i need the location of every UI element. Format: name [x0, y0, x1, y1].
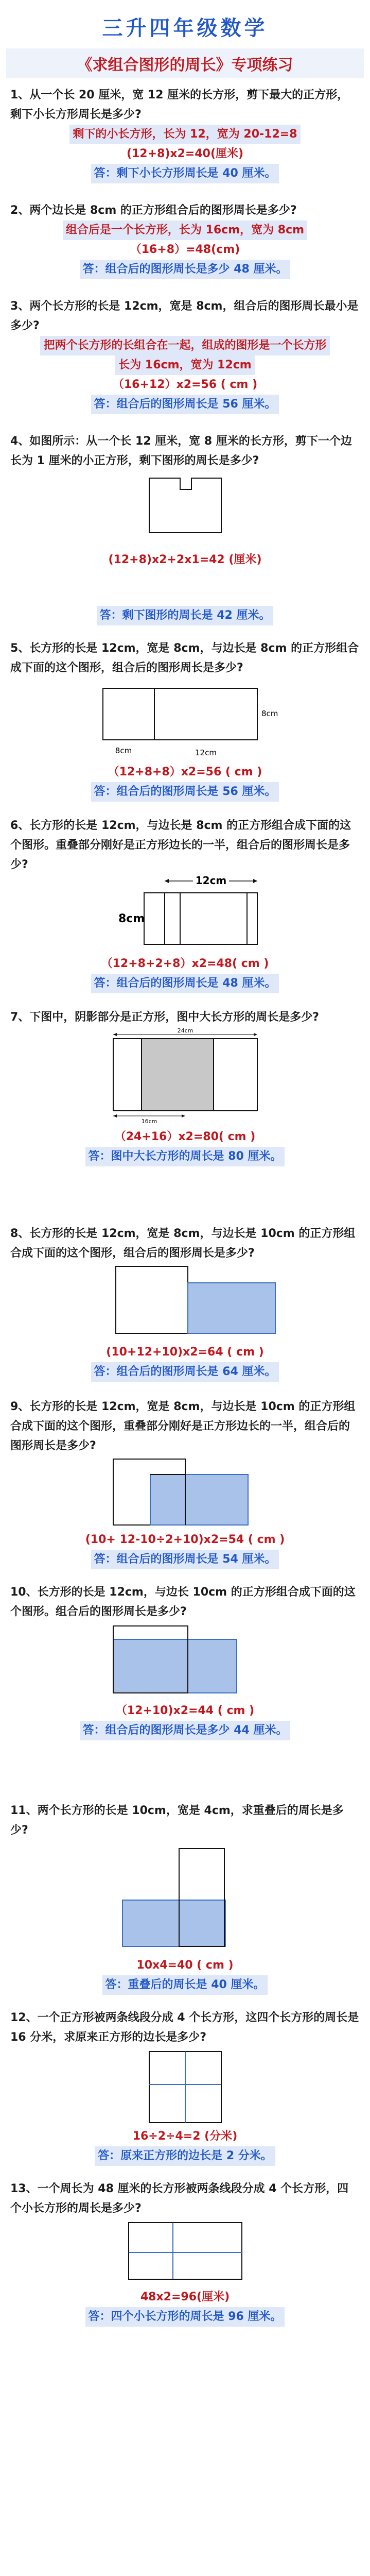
solution-formula: (12+8)x2+2x1=42 (厘米) — [108, 553, 262, 566]
answer-line: 答：剩下小长方形周长是 40 厘米。 — [91, 164, 279, 183]
problem-question: 9、长方形的长是 12cm，宽是 8cm，与边长是 10cm 的正方形组合成下面的这个图形，重叠部分刚好是正方形边长的一半，组合后的图形周长是多少? — [10, 1400, 356, 1452]
problem-question: 8、长方形的长是 12cm，宽是 8cm，与边长是 10cm 的正方形组合成下面的这个图形，组合后的图形周长是多少? — [10, 1227, 356, 1260]
answer-line: 答：图中大长方形的周长是 80 厘米。 — [85, 1147, 285, 1166]
answer-line: 答：组合后的图形周长是多少 48 厘米。 — [80, 260, 291, 279]
figure-divided-square — [10, 2047, 360, 2125]
label-top: 12cm — [195, 875, 227, 887]
answer-line: 答：组合后的图形周长是 54 厘米。 — [91, 1550, 279, 1569]
figure-square-rect-adjacent — [10, 1263, 360, 1341]
problem-question: 4、如图所示：从一个长 12 厘米，宽 8 厘米的长方形，剪下一个边长为 1 厘米的小正方形，剩下图形的周长是多少? — [10, 435, 352, 467]
solution-step: 长为 16cm，宽为 12cm — [115, 355, 254, 375]
solution-step: 剩下的小长方形，长为 12，宽为 20-12=8 — [69, 125, 300, 144]
figure-cross-rectangles — [10, 1840, 360, 1954]
answer-line: 答：组合后的图形周长是 56 厘米。 — [91, 395, 279, 414]
solution-formula: （12+8+8）x2=56 ( cm ) — [108, 766, 262, 778]
label-side: 8cm — [118, 912, 145, 925]
solution-formula: （16+12）x2=56 ( cm ) — [112, 378, 258, 391]
figure-shaded-square — [10, 1027, 360, 1125]
figure-square-rect-overlap — [10, 1456, 360, 1528]
problem-question: 7、下图中，阴影部分是正方形，图中大长方形的周长是多少? — [10, 1011, 320, 1024]
figure-notched-rectangle — [10, 471, 360, 548]
problem-12 — [0, 2008, 370, 2166]
label-bottom: 16cm — [141, 1118, 157, 1125]
figure-square-in-rect — [10, 1622, 360, 1699]
problem-question: 13、一个周长为 48 厘米的长方形被两条线段分成 4 个长方形，四个小长方形的周长是多少? — [10, 2182, 349, 2215]
problem-5 — [0, 639, 370, 802]
problem-1 — [0, 86, 370, 183]
answer-line: 答：原来正方形的边长是 2 分米。 — [95, 2146, 275, 2166]
answer-line: 答：剩下图形的周长是 42 厘米。 — [97, 606, 274, 625]
answer-line: 答：四个小长方形的周长是 96 厘米。 — [85, 2307, 285, 2327]
problem-question: 10、长方形的长是 12cm，与边长 10cm 的正方形组合成下面的这个图形。组合后的图形周长是多少? — [10, 1586, 356, 1618]
solution-formula: 16÷2÷4=2 (分米) — [132, 2130, 238, 2143]
label-top: 24cm — [177, 1027, 193, 1034]
solution-formula: （24+16）x2=80( cm ) — [114, 1130, 256, 1143]
answer-line: 答：重叠后的周长是 40 厘米。 — [102, 1975, 268, 1995]
problem-2 — [0, 201, 370, 279]
figure-overlap-rect-square — [10, 875, 360, 952]
problem-10 — [0, 1583, 370, 1740]
answer-line: 答：组合后的图形周长是 48 厘米。 — [91, 974, 279, 993]
solution-formula: (12+8)x2=40(厘米) — [126, 147, 244, 160]
problem-question: 1、从一个长 20 厘米，宽 12 厘米的长方形，剪下最大的正方形，剩下小长方形周长是多少? — [10, 89, 349, 121]
problem-question: 5、长方形的长是 12cm，宽是 8cm，与边长是 8cm 的正方形组合成下面的这个图形，组合后的图形周长是多少? — [10, 642, 359, 674]
problem-11 — [0, 1801, 370, 1995]
solution-formula: 10x4=40 ( cm ) — [136, 1959, 234, 1972]
solution-formula: 48x2=96(厘米) — [140, 2291, 230, 2303]
label-height: 8cm — [261, 709, 278, 718]
problem-question: 12、一个正方形被两条线段分成 4 个长方形，这四个长方形的周长是 16 分米，求原来正方形的边长是多少? — [10, 2011, 359, 2044]
problem-13 — [0, 2179, 370, 2327]
problem-7 — [0, 1008, 370, 1166]
problem-question: 3、两个长方形的长是 12cm，宽是 8cm，组合后的图形周长最小是多少? — [10, 300, 359, 332]
label-square-width: 8cm — [115, 746, 132, 755]
problem-question: 2、两个边长是 8cm 的正方形组合后的图形周长是多少? — [10, 204, 297, 217]
problem-3 — [0, 297, 370, 414]
page-title: 三升四年级数学 — [102, 16, 268, 40]
problem-question: 11、两个长方形的长是 10cm，宽是 4cm，求重叠后的周长是多少? — [10, 1804, 344, 1837]
solution-formula: (10+12+10)x2=64 ( cm ) — [106, 1346, 264, 1359]
solution-formula: (10+ 12-10÷2+10)x2=54 ( cm ) — [85, 1533, 285, 1546]
solution-formula: （16+8）=48(cm) — [130, 243, 240, 256]
answer-line: 答：组合后的图形周长是多少 44 厘米。 — [80, 1721, 291, 1740]
problem-question: 6、长方形的长是 12cm，与边长是 8cm 的正方形组合成下面的这个图形。重叠部分刚好是正方形边长的一半，组合后的图形周长是多少? — [10, 819, 351, 871]
answer-line: 答：组合后的图形周长是 64 厘米。 — [91, 1362, 279, 1382]
problem-9 — [0, 1397, 370, 1569]
problem-6 — [0, 816, 370, 993]
solution-formula: （12+8+2+8）x2=48( cm ) — [101, 957, 269, 970]
subtitle: 《求组合图形的周长》专项练习 — [77, 56, 293, 74]
figure-divided-rectangle — [10, 2218, 360, 2285]
solution-formula: （12+10)x2=44 ( cm ) — [115, 1704, 255, 1717]
solution-step: 把两个长方形的长组合在一起，组成的图形是一个长方形 — [40, 336, 329, 355]
solution-step: 组合后是一个长方形，长为 16cm，宽为 8cm — [63, 221, 307, 240]
problem-8 — [0, 1224, 370, 1382]
label-rect-length: 12cm — [195, 748, 217, 757]
subtitle-bar — [6, 48, 364, 78]
figure-rect-square — [10, 678, 360, 760]
problem-4 — [0, 432, 370, 625]
answer-line: 答：组合后的图形周长是 56 厘米。 — [91, 782, 279, 802]
